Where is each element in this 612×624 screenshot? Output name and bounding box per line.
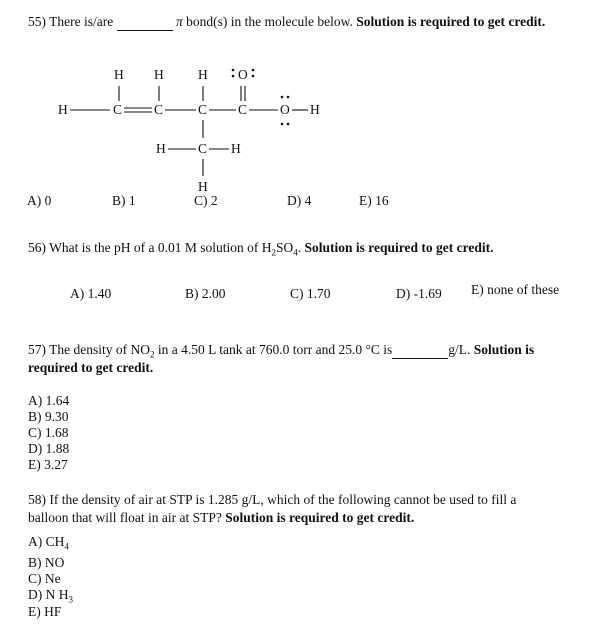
- q56-so: SO: [275, 240, 294, 255]
- q58-line2-text: balloon that will float in air at STP?: [28, 510, 222, 525]
- question-57-line-1: [28, 342, 534, 360]
- question-58-line-1: 58) If the density of air at STP is 1.285 g/L, which of the following cannot be used to fill a: [28, 492, 517, 507]
- pi-symbol: π: [175, 14, 183, 29]
- q56-period: .: [297, 240, 302, 255]
- q58-option-a-label: A) CH: [28, 534, 65, 549]
- atom-c3: C: [198, 102, 208, 117]
- q58-instruction: Solution is required to get credit.: [225, 510, 415, 525]
- atom-c-methyl: C: [198, 141, 208, 156]
- q58-option-d-label: D) N H: [28, 587, 69, 602]
- q56-option-b[interactable]: B) 2.00: [185, 286, 226, 301]
- lone-pair-dot: [281, 123, 284, 126]
- q57-option-e[interactable]: E) 3.27: [28, 457, 68, 472]
- lone-pair-dot: [287, 123, 290, 126]
- atom-h-top-1: H: [114, 67, 124, 82]
- q57-unit: g/L.: [448, 342, 471, 357]
- lone-pair-dot: [232, 69, 235, 72]
- q57-answer-blank: [392, 342, 448, 359]
- q57-option-d[interactable]: D) 1.88: [28, 441, 70, 456]
- atom-h-branch-right: H: [231, 141, 241, 156]
- q57-prefix: 57) The density of NO: [28, 342, 150, 357]
- q58-option-e-label: E) HF: [28, 604, 62, 619]
- q58-option-a[interactable]: [28, 534, 69, 552]
- q57-option-c[interactable]: C) 1.68: [28, 425, 69, 440]
- atom-c2: C: [154, 102, 164, 117]
- q58-option-d[interactable]: [28, 587, 73, 605]
- q56-option-d[interactable]: D) -1.69: [396, 286, 442, 301]
- q55-instruction: Solution is required to get credit.: [356, 14, 546, 29]
- lone-pair-dot: [252, 75, 255, 78]
- q56-option-a[interactable]: A) 1.40: [70, 286, 112, 301]
- question-57-line-2: required to get credit.: [28, 360, 154, 375]
- lone-pair-dot: [287, 96, 290, 99]
- q58-option-c-label: C) Ne: [28, 571, 61, 586]
- q56-sub-2: 2: [271, 247, 276, 258]
- q55-option-c[interactable]: C) 2: [194, 193, 218, 208]
- q58-option-e[interactable]: [28, 604, 61, 620]
- q57-option-b[interactable]: B) 9.30: [28, 409, 69, 424]
- q57-option-a[interactable]: A) 1.64: [28, 393, 70, 408]
- q55-middle: bond(s) in the molecule below.: [186, 14, 353, 29]
- atom-c4: C: [238, 102, 248, 117]
- atom-h-top-3: H: [198, 67, 208, 82]
- q55-option-b[interactable]: B) 1: [112, 193, 136, 208]
- atom-h-branch-bottom: H: [198, 179, 208, 194]
- atom-o-carbonyl: O: [238, 67, 248, 82]
- atom-h-left: H: [58, 102, 68, 117]
- q58-option-b[interactable]: [28, 555, 64, 571]
- q57-middle: in a 4.50 L tank at 760.0 torr and 25.0 °C is: [157, 342, 393, 357]
- atom-o-hydroxyl: O: [280, 102, 290, 117]
- atom-h-top-2: H: [154, 67, 164, 82]
- atom-c1: C: [113, 102, 123, 117]
- question-58-line-2: [28, 510, 414, 526]
- q58-option-d-sub: 3: [68, 594, 73, 605]
- q55-prefix: 55) There is/are: [28, 14, 114, 29]
- q55-option-d[interactable]: D) 4: [287, 193, 312, 208]
- question-56-text: [28, 240, 494, 258]
- q55-option-a[interactable]: A) 0: [27, 193, 52, 208]
- q56-instruction: Solution is required to get credit.: [304, 240, 494, 255]
- q55-option-e[interactable]: E) 16: [359, 193, 389, 208]
- lone-pair-dot: [252, 69, 255, 72]
- q57-instruction-a: Solution is: [473, 342, 535, 357]
- q56-option-e[interactable]: E) none of these: [471, 282, 560, 297]
- q57-sub-2: 2: [149, 349, 155, 360]
- q58-option-b-label: B) NO: [28, 555, 65, 570]
- atom-h-hydroxyl: H: [310, 102, 320, 117]
- q56-sub-4: 4: [293, 247, 298, 258]
- q58-option-c[interactable]: [28, 571, 61, 587]
- lone-pair-dot: [281, 96, 284, 99]
- q56-option-c[interactable]: C) 1.70: [290, 286, 331, 301]
- atom-h-branch-left: H: [156, 141, 166, 156]
- molecule-structure: [0, 0, 612, 210]
- q58-option-a-sub: 4: [64, 541, 69, 552]
- q56-prefix: 56) What is the pH of a 0.01 M solution of H: [28, 240, 272, 255]
- lone-pair-dot: [232, 75, 235, 78]
